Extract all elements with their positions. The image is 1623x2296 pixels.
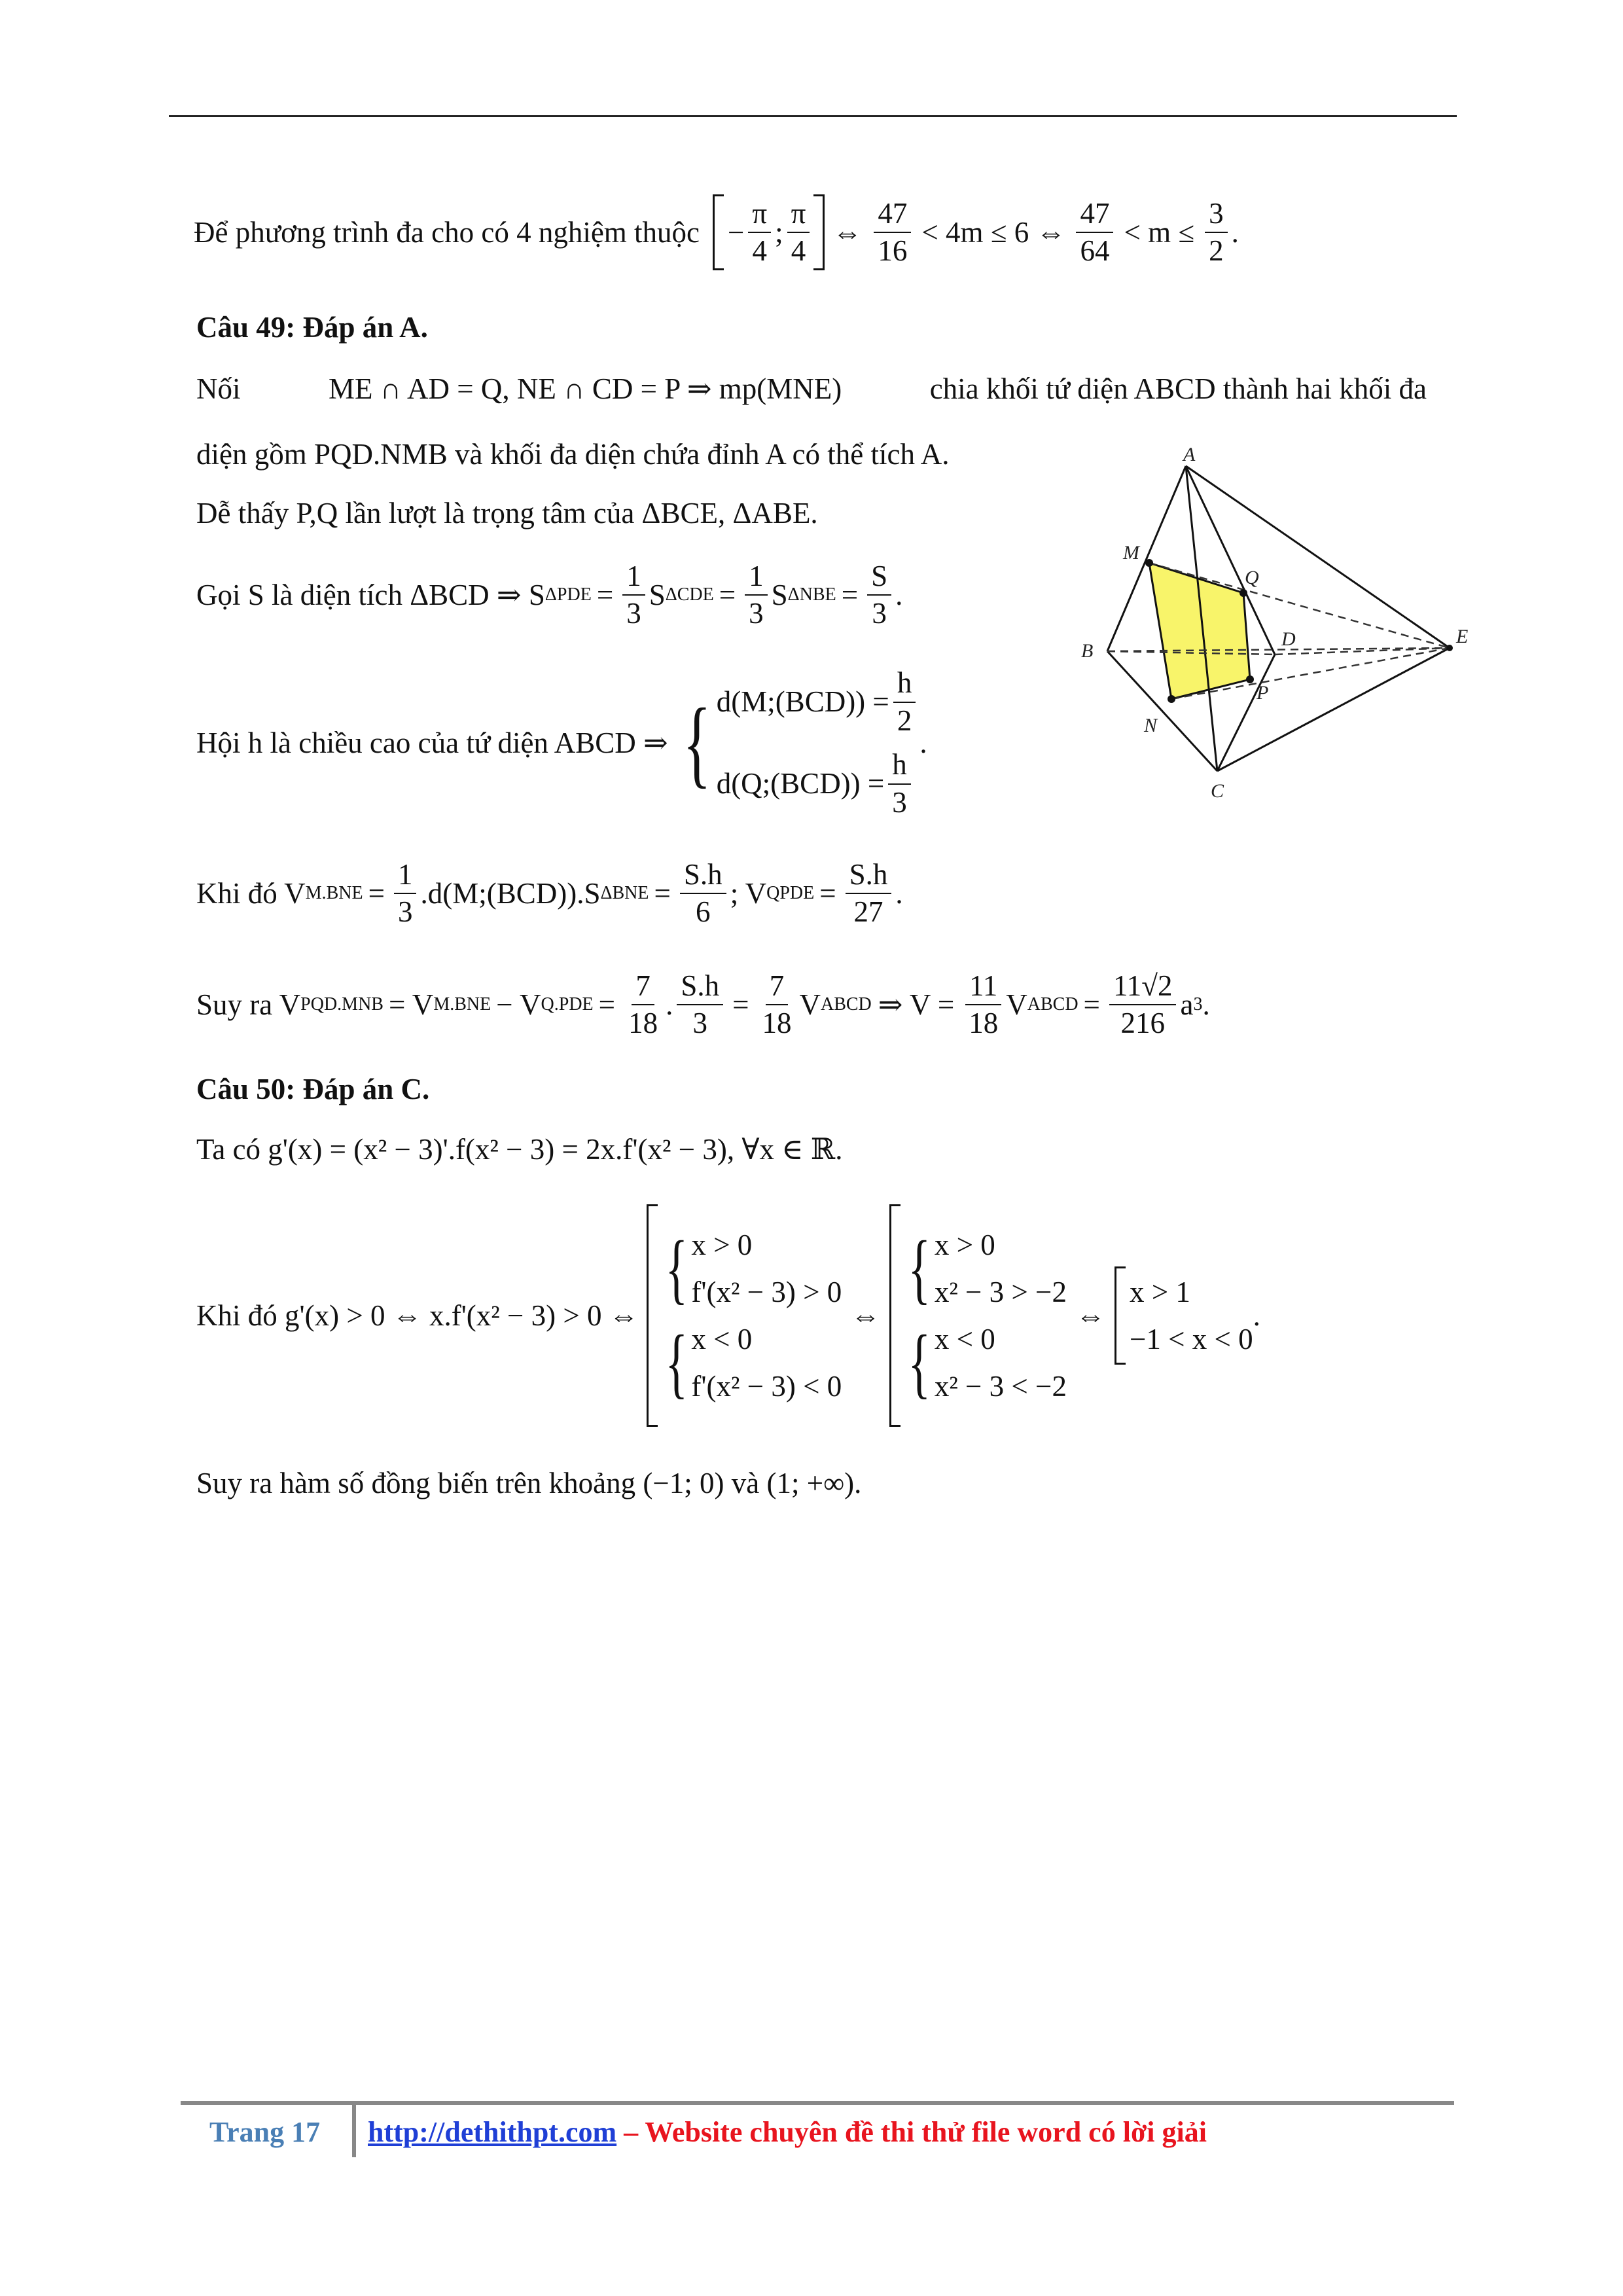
q49-heading: Câu 49: Đáp án A. — [196, 311, 428, 344]
q49-line6: Khi đó V M.BNE = $\frac{1}{3}$ .d(M;(BCD)).S ΔBNE = $\frac{S.h}{6}$ ; V QPDE = $\frac{S.h}{27}$ . — [196, 857, 903, 928]
label-E: E — [1456, 626, 1469, 647]
q49-line4: Gọi S là diện tích ΔBCD ⇒ S ΔPDE = $\frac{1}{3}$ S ΔCDE = $\frac{1}{3}$ S ΔNBE = $\frac{S}{3}$ . — [196, 559, 903, 630]
point-Q — [1240, 589, 1247, 597]
label-A: A — [1183, 444, 1196, 465]
q50-line2: Khi đó g'(x) > 0 ⇔ x.f'(x² − 3) > 0 ⇔ { x > 0 f'(x² − 3) > 0 { x < 0 f'(x² − 3) < 0 ⇔ { x > 0 x² − 3 > −2 { x < 0 x² − 3 < −2 ⇔ x > 1 −1 < x < 0 . — [196, 1204, 1260, 1427]
q49-line5: Hội h là chiều cao của tứ diện ABCD ⇒ { d(M;(BCD)) = $\frac{h}{2}$ d(Q;(BCD)) = $\frac{h}{3}$ . — [196, 666, 927, 819]
footer-page: Trang 17 — [209, 2116, 321, 2148]
q50-heading: Câu 50: Đáp án C. — [196, 1073, 430, 1105]
footer-tagline: – Website chuyên đề thi thử file word có lời giải — [616, 2116, 1207, 2148]
edge-CE — [1217, 648, 1450, 771]
point-M — [1145, 559, 1153, 567]
interval-bracket-left — [713, 194, 724, 270]
point-N — [1168, 695, 1175, 703]
section-polygon — [1149, 563, 1250, 699]
label-P: P — [1257, 682, 1269, 704]
point-P — [1246, 675, 1254, 683]
q49-line1: Nối ME ∩ AD = Q, NE ∩ CD = P ⇒ mp(MNE) chia khối tứ diện ABCD thành hai khối đa — [196, 372, 1427, 405]
interval-bracket-right — [813, 194, 825, 270]
label-D: D — [1281, 628, 1296, 650]
point-E — [1446, 645, 1453, 651]
tetrahedron-figure — [1073, 439, 1479, 805]
label-M: M — [1123, 542, 1139, 564]
header-rule — [169, 115, 1457, 117]
q49-line3: Dễ thấy P,Q lần lượt là trọng tâm của ΔBCE, ΔABE. — [196, 497, 818, 529]
footer-separator — [352, 2102, 356, 2157]
q50-line1: Ta có g'(x) = (x² − 3)'.f(x² − 3) = 2x.f'(x² − 3), ∀x ∈ ℝ. — [196, 1133, 843, 1166]
footer-rule — [181, 2101, 1454, 2105]
intro-text: Để phương trình đa cho có 4 nghiệm thuộc — [194, 215, 700, 249]
q49-line7: Suy ra V PQD.MNB = V M.BNE − V Q.PDE = $\frac{7}{18}$ . $\frac{S.h}{3}$ = $\frac{7}{18}$ V ABCD ⇒ V = $\frac{11}{18}$ V ABCD = $\frac{11√2}{216}$ a 3 . — [196, 969, 1210, 1039]
label-C: C — [1211, 780, 1224, 802]
label-B: B — [1081, 640, 1094, 662]
q49-line2: diện gồm PQD.NMB và khối đa diện chứa đỉnh A có thể tích A. — [196, 438, 950, 471]
label-Q: Q — [1245, 567, 1259, 588]
intro-line: Để phương trình đa cho có 4 nghiệm thuộc − $\frac{\pi}{4}$ ; $\frac{\pi}{4}$ ⇔ $\frac{47}{16}$ < 4m ≤ 6 ⇔ $\frac{47}{64}$ < m ≤ $\frac{3}{2}$ . — [194, 196, 1239, 268]
q50-line3: Suy ra hàm số đồng biến trên khoảng (−1; 0) và (1; +∞). — [196, 1467, 862, 1499]
footer-link[interactable]: http://dethithpt.com — [368, 2116, 617, 2148]
footer-text — [368, 2115, 1207, 2149]
label-N: N — [1144, 715, 1158, 736]
